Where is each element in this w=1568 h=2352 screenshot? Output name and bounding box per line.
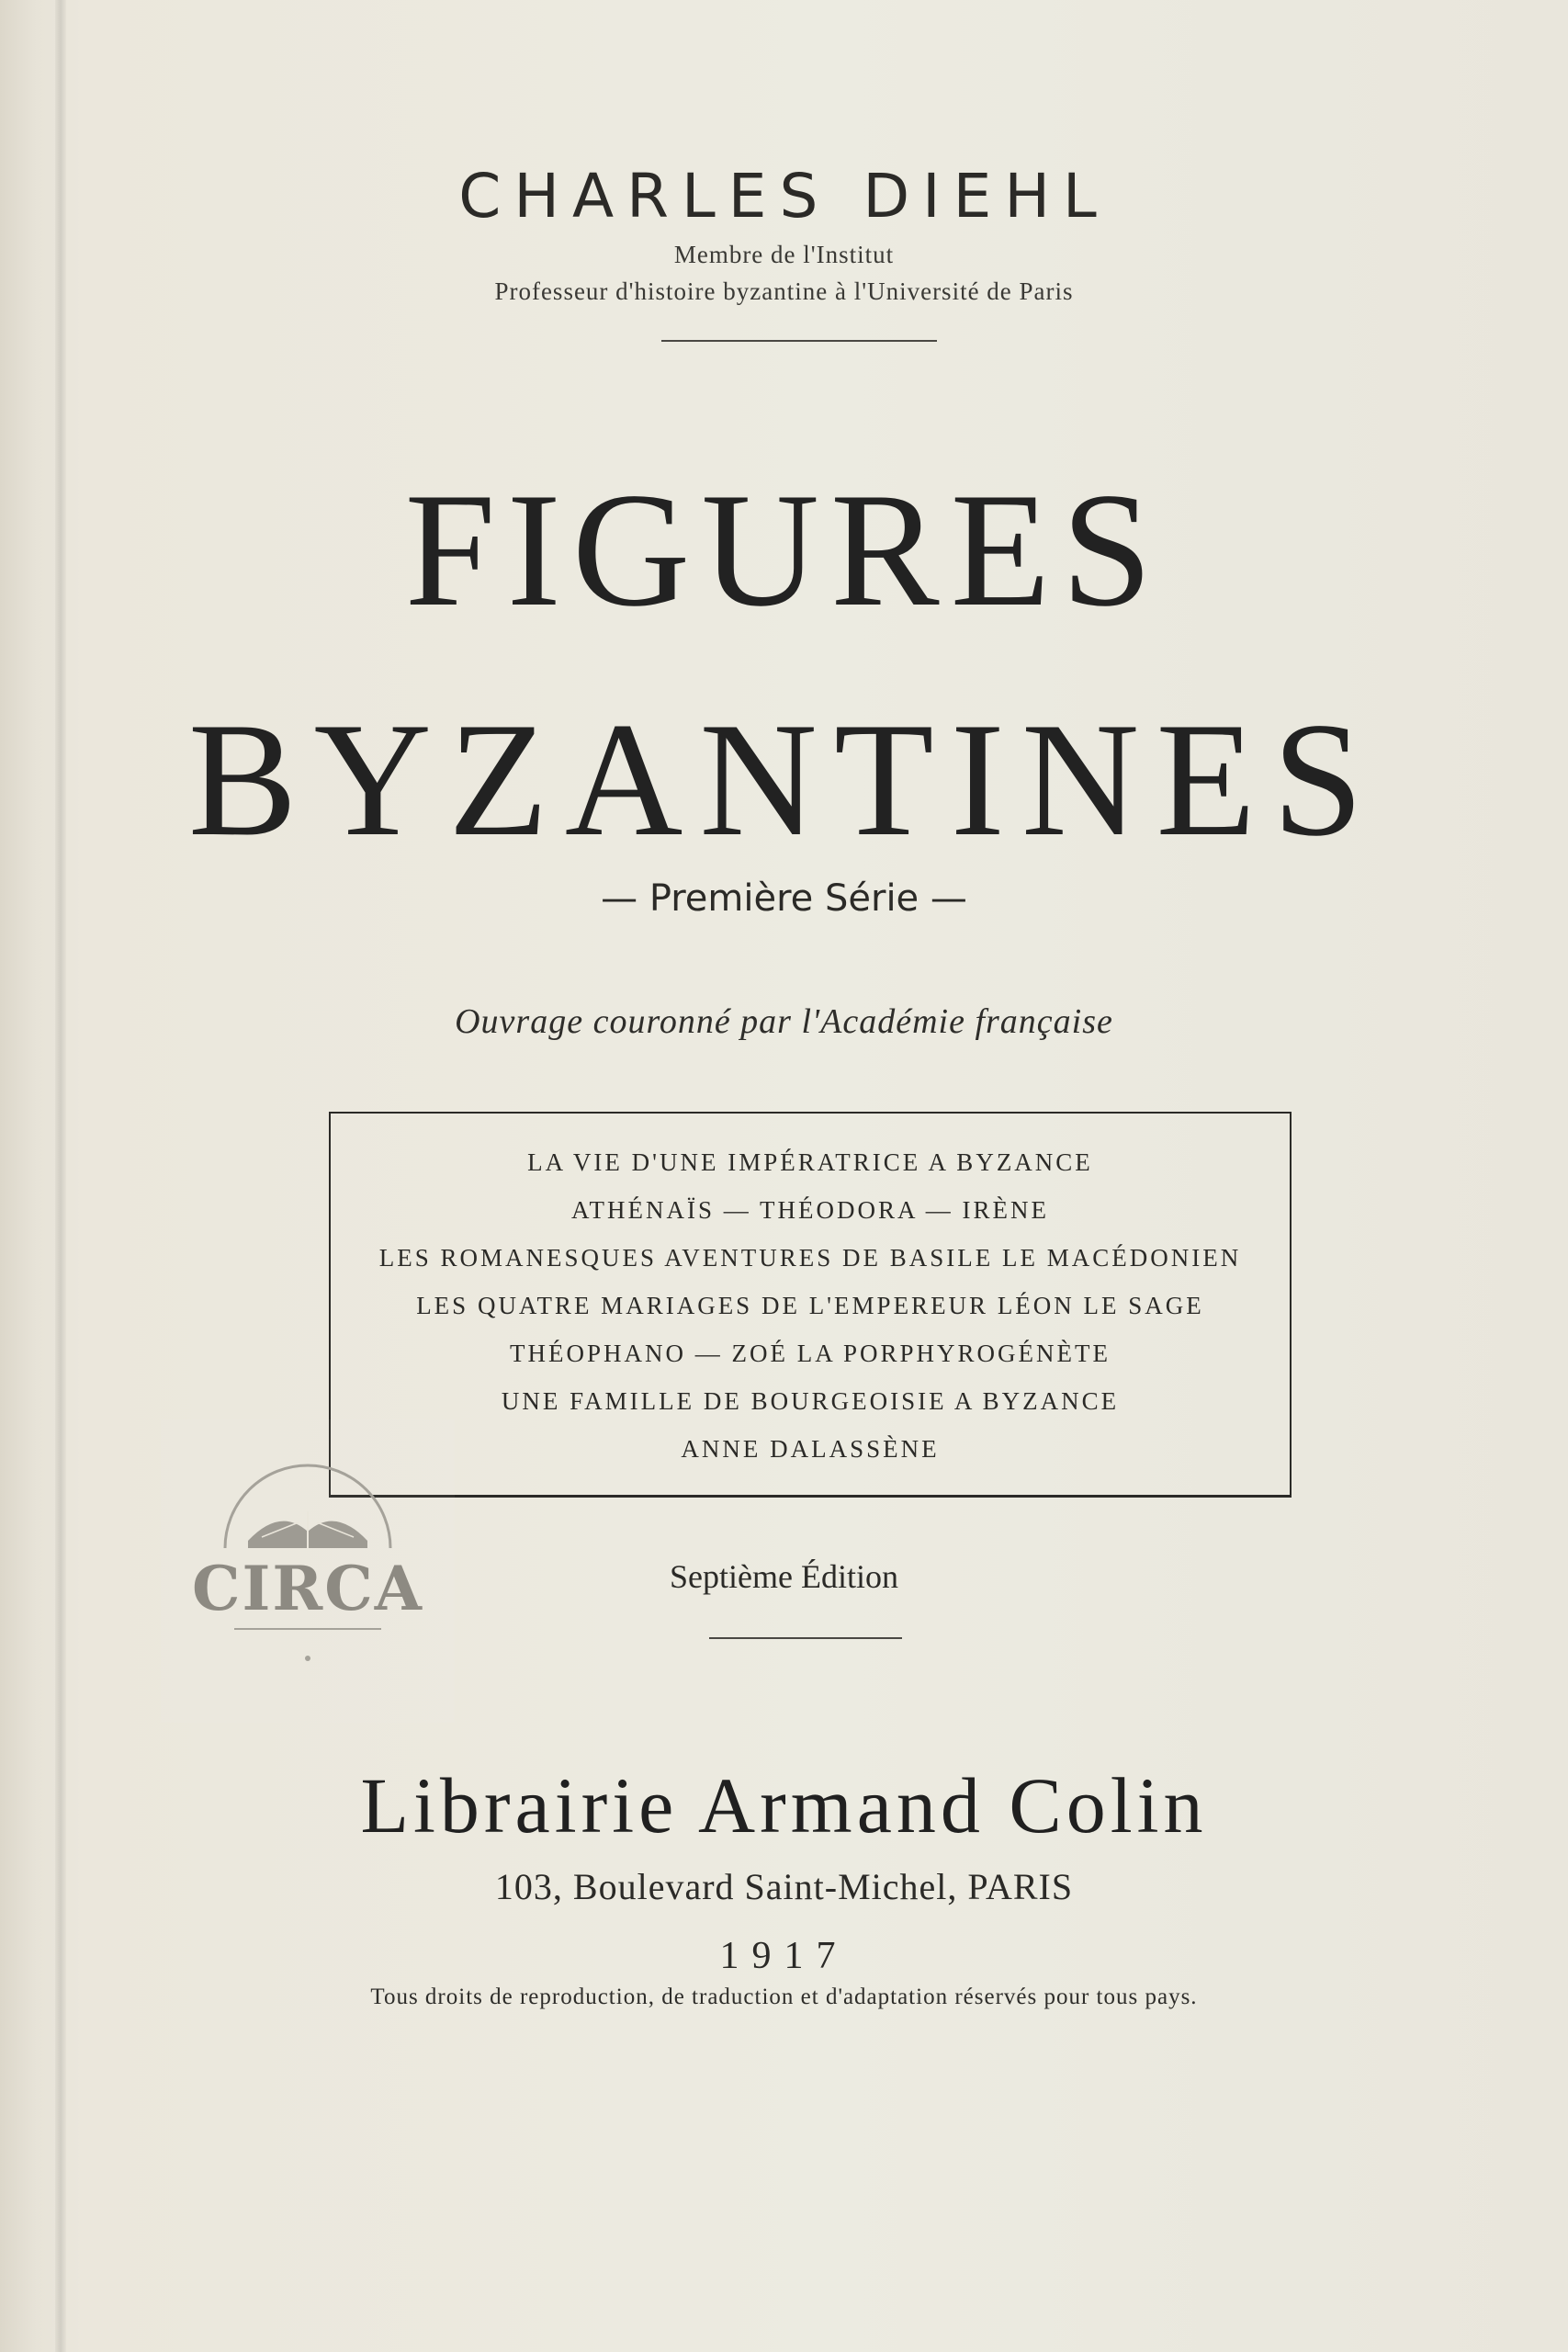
series-label: — Première Série — [601,877,967,920]
book-title-line2: BYZANTINES [187,688,1381,870]
award-note: Ouvrage couronné par l'Académie française [455,1002,1113,1041]
watermark-text: CIRCA [192,1553,423,1624]
author-affiliation-2: Professeur d'histoire byzantine à l'Université de Paris [494,277,1074,305]
book-title-line1: FIGURES [404,458,1164,640]
publisher-name: Librairie Armand Colin [360,1761,1208,1849]
edition-label: Septième Édition [670,1558,898,1595]
contents-item: UNE FAMILLE DE BOURGEOISIE A BYZANCE [501,1387,1120,1415]
divider-rule [709,1637,902,1639]
contents-item: ATHÉNAÏS — THÉODORA — IRÈNE [571,1196,1049,1224]
divider-rule [661,340,937,342]
contents-box [329,1112,1292,1498]
contents-item: LES QUATRE MARIAGES DE L'EMPEREUR LÉON LE SAGE [416,1292,1204,1319]
publication-year: 1917 [719,1935,849,1977]
circa-watermark [161,1419,455,1723]
contents-item: THÉOPHANO — ZOÉ LA PORPHYROGÉNÈTE [510,1340,1111,1367]
author-affiliation-1: Membre de l'Institut [673,241,895,268]
contents-item: LA VIE D'UNE IMPÉRATRICE A BYZANCE [527,1148,1093,1176]
rights-notice: Tous droits de reproduction, de traduction et d'adaptation réservés pour tous pays. [370,1984,1198,2009]
publisher-address: 103, Boulevard Saint-Michel, PARIS [494,1866,1074,1907]
contents-item: ANNE DALASSÈNE [681,1435,940,1463]
contents-item: LES ROMANESQUES AVENTURES DE BASILE LE MACÉDONIEN [378,1244,1242,1272]
author-name: CHARLES DIEHL [458,161,1110,232]
